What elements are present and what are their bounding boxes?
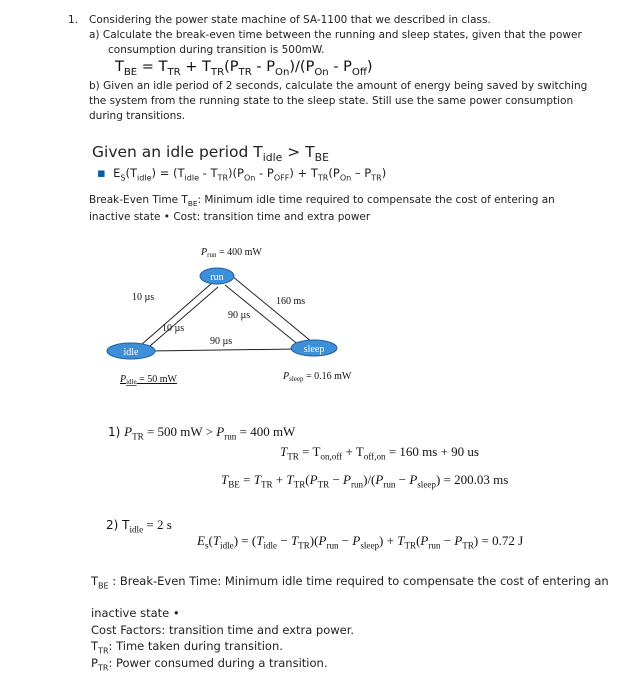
ttr-sub2: on,off bbox=[320, 451, 343, 462]
given-sub-idle: idle bbox=[262, 151, 283, 165]
solution-2 bbox=[106, 517, 172, 535]
edge-idle-run bbox=[150, 287, 218, 346]
s1-label: 1) bbox=[108, 425, 125, 439]
note-tbe bbox=[91, 573, 609, 594]
note-inactive bbox=[91, 605, 180, 622]
es-result: = 0.72 J bbox=[481, 533, 524, 548]
node-run-label: run bbox=[210, 272, 224, 283]
p-run-label: $P_{run} = 400$ mW bbox=[201, 247, 262, 259]
tbe-result: = 200.03 ms bbox=[443, 472, 509, 487]
note-cost: Cost Factors: transition time and extra power. bbox=[91, 623, 355, 637]
node-idle-label: idle bbox=[123, 347, 139, 358]
n4-text: : Time taken during transition. bbox=[108, 639, 283, 653]
part-b-line3: during transitions. bbox=[89, 110, 186, 122]
part-a-line1: a) Calculate the break-even time between the running and sleep states, given that the power bbox=[89, 29, 582, 41]
ttr-formula bbox=[280, 444, 479, 462]
note-ptr bbox=[91, 655, 327, 676]
n4-sub: TR bbox=[98, 646, 109, 656]
n2-bullet-icon: • bbox=[172, 606, 180, 620]
ttr-sub: TR bbox=[287, 451, 299, 462]
bullet-icon: ▪ bbox=[97, 166, 106, 181]
n1-prefix: T bbox=[91, 574, 99, 588]
tbe-formula-question: $T_{BE} = T_{TR} + T_{TR}(P_{TR} - P_{On})/(P_{On} - P_{Off})$ bbox=[115, 59, 373, 78]
es-formula-solution: $E_s(T_{idle}) = (T_{idle} - T_{TR})(P_{run} - P_{sleep}) + T_{TR}(P_{run} - P_{TR}) = 0.72$ J bbox=[197, 533, 524, 551]
given-relation: > T bbox=[282, 143, 315, 161]
s2-label: 2) T bbox=[106, 518, 130, 532]
time-idle-run: 10 µs bbox=[162, 323, 185, 334]
s2-sub: idle bbox=[129, 524, 144, 535]
ttr-rest: = T bbox=[298, 444, 321, 459]
n1-sub: BE bbox=[98, 581, 109, 591]
be-sub: BE bbox=[187, 199, 198, 209]
s1-rest: = 500 mW > bbox=[143, 424, 217, 439]
time-run-sleep: 160 ms bbox=[276, 296, 306, 307]
p-idle-label: $P_{idle} = 50$ mW bbox=[120, 374, 177, 386]
ttr-sub3: off,on bbox=[363, 451, 386, 462]
n5-sub: TR bbox=[97, 663, 109, 673]
edge-idle-sleep bbox=[150, 349, 296, 351]
time-sleep-run: 90 µs bbox=[228, 310, 251, 321]
be-inactive: inactive state bbox=[89, 211, 161, 223]
s1-sub: TR bbox=[132, 431, 144, 442]
ttr-t: T bbox=[280, 444, 288, 459]
s1-prun-sub: run bbox=[224, 431, 237, 442]
tbe-formula-solution: $T_{BE} = T_{TR} + T_{TR}(P_{TR} - P_{run})/(P_{run} - P_{sleep}) = 200.03$ ms bbox=[221, 472, 509, 490]
given-sub-be: BE bbox=[314, 151, 329, 165]
s1-p: P bbox=[124, 424, 133, 439]
n4-prefix: T bbox=[91, 639, 99, 653]
n1-text: : Break-Even Time: Minimum idle time required to compensate the cost of entering an bbox=[108, 574, 609, 588]
es-formula: ▪ $E_S(T_{idle}) = (T_{idle} - T_{TR})(P_{On} - P_{OFF}) + T_{TR}(P_{On} - P_{TR})$ bbox=[97, 166, 387, 183]
be-bullet-icon: • bbox=[163, 211, 170, 223]
part-a-line2: consumption during transition is 500mW. bbox=[108, 44, 325, 56]
time-run-idle: 10 µs bbox=[132, 292, 155, 303]
solution-1 bbox=[108, 424, 295, 442]
node-sleep-label: sleep bbox=[303, 344, 325, 355]
s1-end: = 400 mW bbox=[236, 424, 296, 439]
be-label: Break-Even Time T bbox=[89, 194, 188, 206]
p-sleep-label: $P_{sleep} = 0.16$ mW bbox=[283, 371, 352, 383]
edge-run-sleep bbox=[232, 276, 312, 342]
s2-val: = 2 s bbox=[143, 517, 172, 532]
question-stem: Considering the power state machine of SA-1100 that we described in class. bbox=[89, 14, 491, 26]
s1-prun: P bbox=[216, 424, 225, 439]
part-b-line1: b) Given an idle period of 2 seconds, calculate the amount of energy being saved by switching bbox=[89, 80, 588, 92]
ttr-end: = 160 ms + 90 us bbox=[385, 444, 479, 459]
given-prefix: Given an idle period T bbox=[92, 143, 263, 161]
part-b-line2: the system from the running state to the sleep state. Still use the same power consumption bbox=[89, 95, 574, 107]
time-idle-sleep: 90 µs bbox=[210, 336, 233, 347]
be-cost: Cost: transition time and extra power bbox=[173, 211, 371, 223]
n5-prefix: P bbox=[91, 656, 98, 670]
n2-text: inactive state bbox=[91, 606, 170, 620]
be-rest: : Minimum idle time required to compensate the cost of entering an bbox=[197, 194, 555, 206]
n5-text: : Power consumed during a transition. bbox=[108, 656, 328, 670]
ttr-plus: + T bbox=[342, 444, 364, 459]
question-number: 1. bbox=[68, 14, 79, 26]
